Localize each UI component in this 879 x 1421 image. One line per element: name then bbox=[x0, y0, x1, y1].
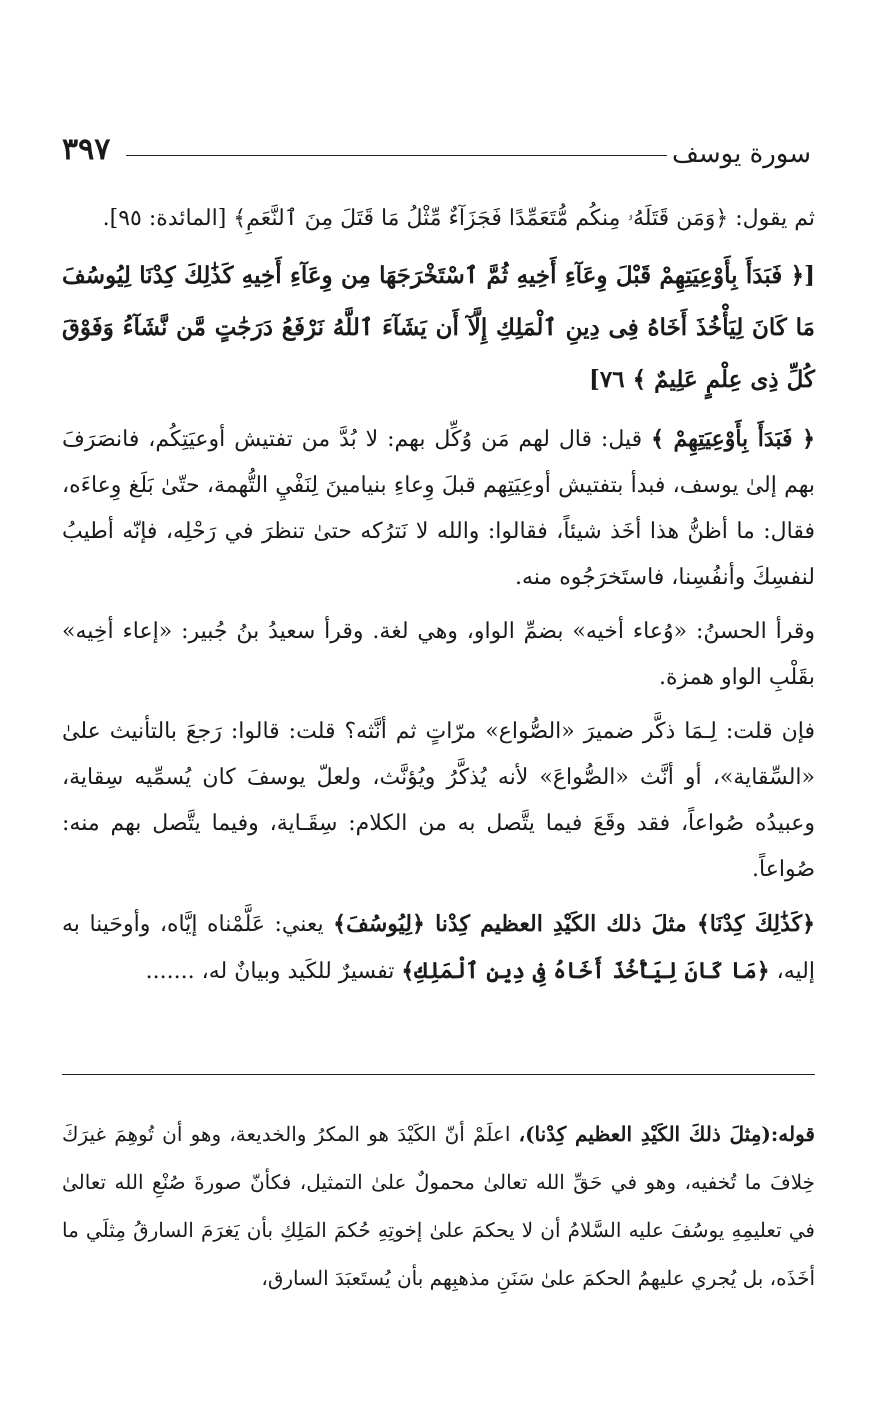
header-rule bbox=[126, 155, 667, 156]
paragraph-commentary-1 bbox=[62, 416, 815, 601]
quran-quote: ﴿كَذَٰلِكَ كِدْنَا﴾ bbox=[696, 911, 815, 937]
page-header bbox=[62, 133, 815, 177]
paragraph-text: يعني: عَلَّمْناه إيَّاه، وأوحَينا به إليه، bbox=[62, 912, 815, 984]
book-page bbox=[62, 0, 815, 1421]
footnote bbox=[62, 1110, 815, 1302]
footnote-lead: قوله:(مِثلَ ذلكَ الكَيْدِ العظيم كِدْنا)، bbox=[518, 1122, 815, 1146]
page-number: ٣٩٧ bbox=[62, 132, 111, 167]
sura-title: سورة يوسف bbox=[671, 139, 811, 169]
paragraph-readings: وقرأ الحسنُ: «وُعاء أخيه» بضمِّ الواو، وهي لغة. وقرأ سعيدُ بنُ جُبير: «إعاء أخِيه» بقَلْبِ الواو همزة. bbox=[62, 619, 815, 690]
footnote-divider bbox=[62, 1074, 815, 1075]
quran-quote: ﴿ فَبَدَأَ بِأَوْعِيَتِهِمْ ﴾ bbox=[651, 426, 815, 452]
paragraph-intro: ثم يقول: ﴿وَمَن قَتَلَهُۥ مِنكُم مُّتَعَمِّدًا فَجَزَآءٌ مِّثْلُ مَا قَتَلَ مِنَ ٱلنَّعَمِ﴾ [المائدة: ٩٥]. bbox=[102, 206, 815, 231]
paragraph-text-bold: مثلَ ذلك الكَيْدِ العظيم كِدْنا bbox=[424, 911, 697, 937]
quran-quote: ﴿لِيُوسُفَ﴾ bbox=[333, 911, 425, 937]
paragraph-commentary-2 bbox=[62, 901, 815, 995]
footnote-paragraph bbox=[62, 1110, 815, 1302]
quran-quote: ﴿مَا كَانَ لِيَأْخُذَ أَخَاهُ فِى دِينِ ٱلْمَلِكِ﴾ bbox=[401, 958, 770, 984]
paragraph-text: قيل: قال لهم مَن وُكِّل بهم: لا بُدَّ من تفتيش أوعيَتِكُم، فانصَرَفَ بهم إلىٰ يوسف، فبدأ بتفتيش أوعِيَتِهم قبلَ وِعاءِ بنيامينَ لِنَفْيِ التُّهمة، حتّىٰ بَلَغ وِعاءَه، فقال: ما أظنُّ هذا أخَذ شيئاً، فقالوا: والله لا نَترُكه حتىٰ تنظرَ في رَحْلِه، فإنّه أطيبُ لنفسِكَ وأنفُسِنا، فاستَخرَجُوه منه. bbox=[62, 427, 815, 590]
quran-verse-block: [﴿ فَبَدَأَ بِأَوْعِيَتِهِمْ قَبْلَ وِعَآءِ أَخِيهِ ثُمَّ ٱسْتَخْرَجَهَا مِن وِعَآءِ أَخِيهِ كَذَٰلِكَ كِدْنَا لِيُوسُفَ مَا كَانَ لِيَأْخُذَ أَخَاهُ فِى دِينِ ٱلْمَلِكِ إِلَّآ أَن يَشَآءَ ٱللَّهُ نَرْفَعُ دَرَجَٰتٍ مَّن نَّشَآءُ وَفَوْقَ كُلِّ ذِى عِلْمٍ عَلِيمٌ ﴾ ٧٦] bbox=[62, 262, 815, 393]
main-text bbox=[62, 196, 815, 1003]
paragraph-text: تفسيرٌ للكَيد وبيانٌ له، ....... bbox=[145, 959, 402, 984]
paragraph-question: فإن قلت: لِـمَا ذكَّر ضميرَ «الصُّواع» مرّاتٍ ثم أنَّثه؟ قلت: قالوا: رَجعَ بالتأنيث علىٰ «السِّقاية»، أو أنَّث «الصُّواعَ» لأنه يُذكَّرُ ويُؤنَّث، ولعلّ يوسفَ كان يُسمِّيه سِقاية، وعبيدُه صُواعاً، فقد وقَعَ فيما يتَّصل به من الكلام: سِقَـاية، وفيما يتَّصل بهم منه: صُواعاً. bbox=[62, 719, 815, 882]
footnote-text: اعلَمْ أنّ الكَيْدَ هو المكرُ والخديعة، وهو أن تُوهِمَ غيرَكَ خِلافَ ما تُخفيه، وهو في حَقِّ الله تعالىٰ محمولٌ علىٰ التمثيل، فكأنّ صورةَ صُنْعِ الله تعالىٰ في تعليمِهِ يوسُفَ عليه السَّلامُ أن لا يحكمَ علىٰ إخوتِهِ حُكمَ المَلِكِ بأن يَغرَمَ السارقُ مِثلَي ما أخَذَه، بل يُجري عليهمُ الحكمَ علىٰ سَنَنِ مذهبِهم بأن يُستَعبَدَ السارق، bbox=[62, 1122, 816, 1290]
